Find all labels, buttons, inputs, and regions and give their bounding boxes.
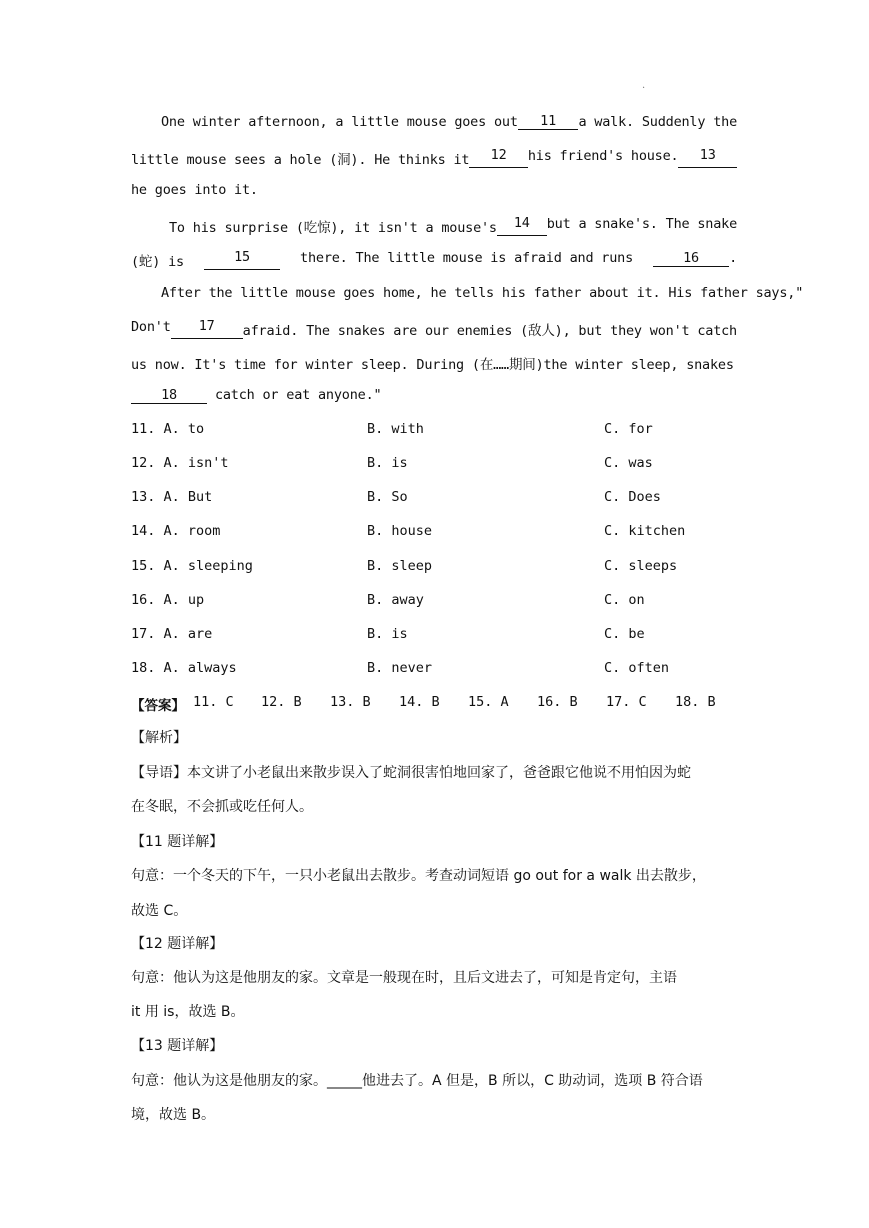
passage-line bbox=[169, 216, 737, 236]
option-c: C. Does bbox=[604, 489, 661, 505]
option-a: 16. A. up bbox=[131, 592, 205, 608]
option-b: B. with bbox=[367, 421, 424, 437]
q13-explanation: 境，故选 B。 bbox=[131, 1107, 216, 1123]
q12-explanation: 句意：他认为这是他朋友的家。文章是一般现在时，且后文进去了，可知是肯定句，主语 bbox=[131, 970, 677, 986]
passage-line bbox=[131, 148, 737, 168]
blank-16: 16 bbox=[653, 251, 729, 267]
blank-12: 12 bbox=[469, 148, 528, 168]
answer-item: 18. B bbox=[675, 694, 716, 710]
option-c: C. kitchen bbox=[604, 523, 686, 539]
answer-item: 15. A bbox=[468, 694, 509, 710]
q11-explanation: 故选 C。 bbox=[131, 903, 188, 919]
option-a: 14. A. room bbox=[131, 523, 221, 539]
passage-text: catch or eat anyone." bbox=[214, 387, 382, 403]
option-b: B. is bbox=[367, 455, 408, 471]
answer-label: 【答案】 bbox=[131, 698, 185, 714]
answer-item: 13. B bbox=[330, 694, 371, 710]
passage-line bbox=[131, 250, 737, 270]
passage-text: (蛇) is bbox=[131, 254, 184, 270]
passage-text: there. The little mouse is afraid and runs bbox=[300, 250, 634, 266]
option-b: B. never bbox=[367, 660, 433, 676]
option-a: 12. A. isn't bbox=[131, 455, 229, 471]
option-c: C. sleeps bbox=[604, 558, 678, 574]
passage-line bbox=[161, 285, 804, 301]
passage-text: . bbox=[729, 250, 737, 266]
page-marker: . bbox=[642, 80, 646, 91]
passage-text: little mouse sees a hole (洞). He thinks it bbox=[131, 152, 470, 168]
blank-11: 11 bbox=[518, 114, 579, 130]
passage-line bbox=[161, 114, 737, 130]
passage-text: Don't bbox=[131, 319, 171, 335]
blank-13: 13 bbox=[678, 148, 737, 168]
option-a: 15. A. sleeping bbox=[131, 558, 253, 574]
answer-item: 11. C bbox=[193, 694, 234, 710]
passage-line bbox=[131, 182, 737, 198]
passage-line bbox=[131, 387, 737, 404]
analysis-heading: 【解析】 bbox=[131, 730, 187, 746]
q12-explanation: it 用 is，故选 B。 bbox=[131, 1004, 245, 1020]
blank-15: 15 bbox=[204, 250, 280, 270]
q11-heading: 【11 题详解】 bbox=[131, 834, 224, 850]
q13-explanation: 句意：他认为这是他朋友的家。_____他进去了。A 但是，B 所以，C 助动词，选项 B 符合语 bbox=[131, 1073, 703, 1089]
option-b: B. house bbox=[367, 523, 433, 539]
answer-item: 12. B bbox=[261, 694, 302, 710]
blank-18: 18 bbox=[131, 388, 207, 404]
option-a: 17. A. are bbox=[131, 626, 213, 642]
option-c: C. was bbox=[604, 455, 653, 471]
answer-item: 16. B bbox=[537, 694, 578, 710]
q13-heading: 【13 题详解】 bbox=[131, 1038, 224, 1054]
blank-14: 14 bbox=[497, 216, 547, 236]
passage-text: One winter afternoon, a little mouse goes out bbox=[161, 114, 518, 130]
option-a: 18. A. always bbox=[131, 660, 237, 676]
option-c: C. be bbox=[604, 626, 645, 642]
option-b: B. So bbox=[367, 489, 408, 505]
option-a: 11. A. to bbox=[131, 421, 205, 437]
answer-item: 17. C bbox=[606, 694, 647, 710]
option-a: 13. A. But bbox=[131, 489, 213, 505]
option-b: B. away bbox=[367, 592, 424, 608]
passage-text: us now. It's time for winter sleep. During (在……期间)the winter sleep, snakes bbox=[131, 357, 734, 373]
blank-17: 17 bbox=[171, 319, 243, 339]
passage-text: his friend's house. bbox=[527, 148, 679, 164]
q12-heading: 【12 题详解】 bbox=[131, 936, 224, 952]
passage-line bbox=[131, 319, 737, 339]
passage-text: After the little mouse goes home, he tells his father about it. His father says," bbox=[161, 285, 804, 301]
option-b: B. sleep bbox=[367, 558, 433, 574]
passage-text: but a snake's. The snake bbox=[546, 216, 737, 232]
option-b: B. is bbox=[367, 626, 408, 642]
passage-text: a walk. Suddenly the bbox=[578, 114, 737, 130]
passage-text: To his surprise (吃惊), it isn't a mouse's bbox=[169, 220, 497, 236]
option-c: C. for bbox=[604, 421, 653, 437]
passage-line bbox=[131, 353, 737, 373]
q11-explanation: 句意：一个冬天的下午，一只小老鼠出去散步。考查动词短语 go out for a walk 出去散步， bbox=[131, 868, 706, 884]
passage-text: afraid. The snakes are our enemies (敌人), but they won't catch bbox=[242, 323, 737, 339]
guide-text: 【导语】本文讲了小老鼠出来散步误入了蛇洞很害怕地回家了，爸爸跟它他说不用怕因为蛇 bbox=[131, 765, 691, 781]
guide-text: 在冬眠，不会抓或吃任何人。 bbox=[131, 799, 313, 815]
option-c: C. on bbox=[604, 592, 645, 608]
option-c: C. often bbox=[604, 660, 670, 676]
passage-text: he goes into it. bbox=[131, 182, 258, 198]
answer-item: 14. B bbox=[399, 694, 440, 710]
